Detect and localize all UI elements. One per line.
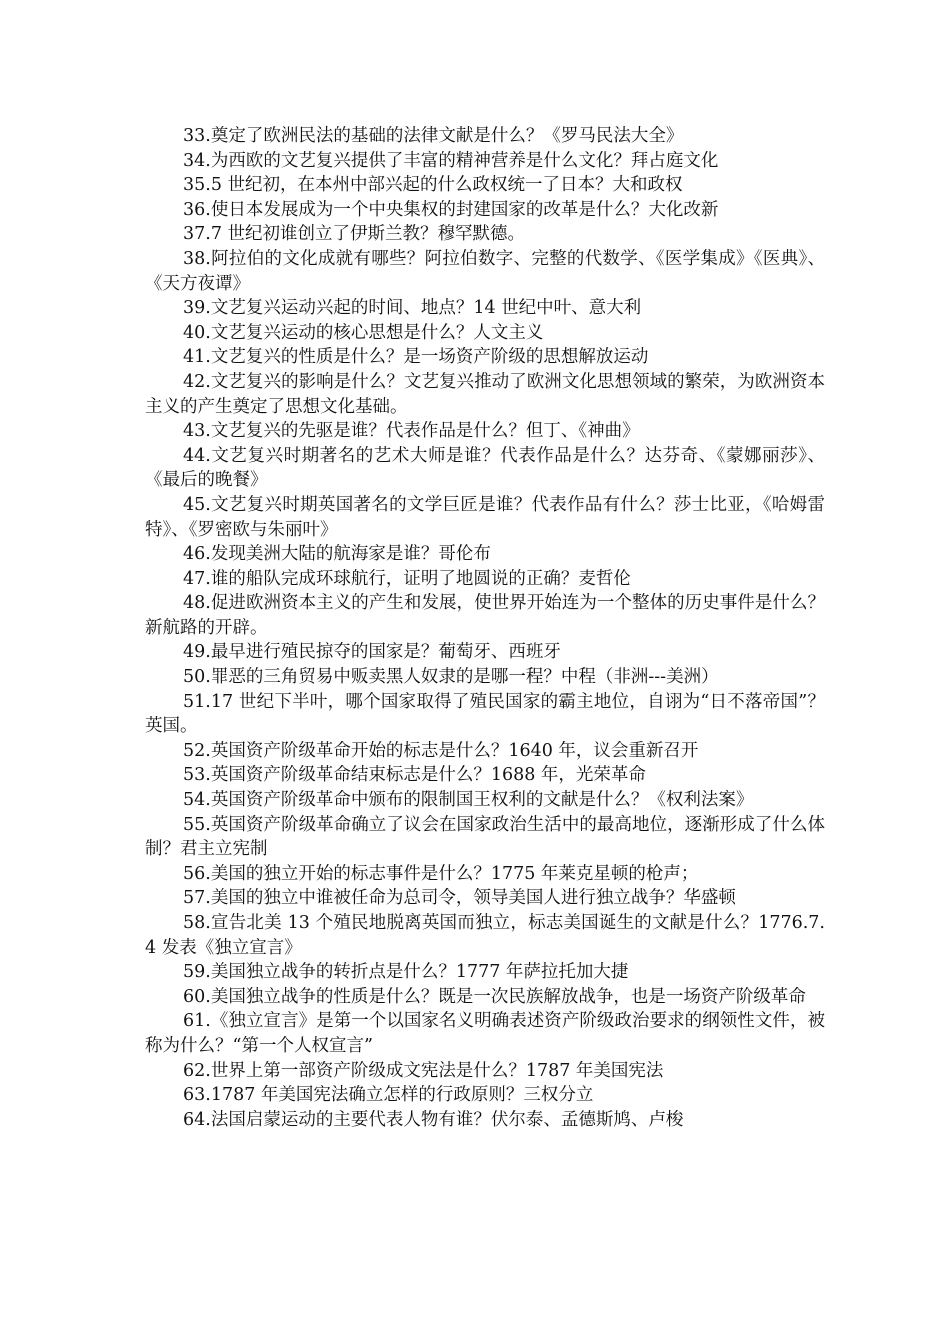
question-item-34: 34.为西欧的文艺复兴提供了丰富的精神营养是什么文化？拜占庭文化: [183, 150, 719, 171]
question-item-46: 46.发现美洲大陆的航海家是谁？哥伦布: [183, 544, 491, 565]
question-item-57: 57.美国的独立中谁被任命为总司令，领导美国人进行独立战争？华盛顿: [183, 888, 736, 909]
question-item-63: 63.1787 年美国宪法确立怎样的行政原则？三权分立: [183, 1085, 594, 1106]
question-item-41: 41.文艺复兴的性质是什么？是一场资产阶级的思想解放运动: [183, 347, 649, 368]
question-item-49: 49.最早进行殖民掠夺的国家是？葡萄牙、西班牙: [183, 642, 561, 663]
question-item-33: 33.奠定了欧洲民法的基础的法律文献是什么？《罗马民法大全》: [183, 126, 684, 146]
question-item-59: 59.美国独立战争的转折点是什么？1777 年萨拉托加大捷: [183, 962, 629, 983]
question-item-53: 53.英国资产阶级革命结束标志是什么？1688 年，光荣革命: [183, 765, 646, 786]
question-item-64: 64.法国启蒙运动的主要代表人物有谁？伏尔泰、孟德斯鸠、卢梭: [183, 1109, 684, 1130]
question-item-56: 56.美国的独立开始的标志事件是什么？1775 年莱克星顿的枪声；: [183, 863, 699, 884]
question-item-62: 62.世界上第一部资产阶级成文宪法是什么？1787 年美国宪法: [183, 1060, 664, 1081]
question-item-37: 37.7 世纪初谁创立了伊斯兰教？穆罕默德。: [183, 224, 526, 245]
document-body: [145, 124, 825, 1132]
question-item-58: 58.宣告北美 13 个殖民地脱离英国而独立，标志美国诞生的文献是什么？1776.7.4 发表《独立宣言》: [145, 913, 825, 958]
question-item-55: 55.英国资产阶级革命确立了议会在国家政治生活中的最高地位，逐渐形成了什么体制？君主立宪制: [145, 814, 825, 860]
question-item-51: 51.17 世纪下半叶，哪个国家取得了殖民国家的霸主地位，自诩为“日不落帝国”？英国。: [145, 691, 825, 737]
question-item-61: 61.《独立宣言》是第一个以国家名义明确表述资产阶级政治要求的纲领性文件，被称为什么？“第一个人权宣言”: [145, 1011, 825, 1056]
question-item-52: 52.英国资产阶级革命开始的标志是什么？1640 年，议会重新召开: [183, 740, 699, 761]
question-item-36: 36.使日本发展成为一个中央集权的封建国家的改革是什么？大化改新: [183, 199, 719, 220]
question-item-48: 48.促进欧洲资本主义的产生和发展，使世界开始连为一个整体的历史事件是什么？新航路的开辟。: [145, 593, 825, 638]
question-item-44: 44.文艺复兴时期著名的艺术大师是谁？代表作品是什么？达芬奇、《蒙娜丽莎》、《最后的晚餐》: [145, 445, 825, 491]
question-item-35: 35.5 世纪初，在本州中部兴起的什么政权统一了日本？大和政权: [183, 175, 683, 196]
question-item-45: 45.文艺复兴时期英国著名的文学巨匠是谁？代表作品有什么？莎士比亚，《哈姆雷特》、《罗密欧与朱丽叶》: [145, 494, 825, 540]
question-item-60: 60.美国独立战争的性质是什么？既是一次民族解放战争，也是一场资产阶级革命: [183, 986, 806, 1007]
question-item-47: 47.谁的船队完成环球航行，证明了地圆说的正确？麦哲伦: [183, 568, 631, 589]
question-item-43: 43.文艺复兴的先驱是谁？代表作品是什么？但丁、《神曲》: [183, 421, 640, 442]
question-item-42: 42.文艺复兴的影响是什么？文艺复兴推动了欧洲文化思想领域的繁荣，为欧洲资本主义的产生奠定了思想文化基础。: [145, 371, 825, 417]
question-item-38: 38.阿拉伯的文化成就有哪些？阿拉伯数字、完整的代数学、《医学集成》《医典》、《天方夜谭》: [145, 248, 825, 294]
question-item-50: 50.罪恶的三角贸易中贩卖黑人奴隶的是哪一程？中程（非洲---美洲）: [183, 667, 719, 688]
question-item-40: 40.文艺复兴运动的核心思想是什么？人文主义: [183, 322, 544, 343]
question-item-39: 39.文艺复兴运动兴起的时间、地点？14 世纪中叶、意大利: [183, 298, 642, 319]
question-item-54: 54.英国资产阶级革命中颁布的限制国王权利的文献是什么？《权利法案》: [183, 790, 754, 811]
